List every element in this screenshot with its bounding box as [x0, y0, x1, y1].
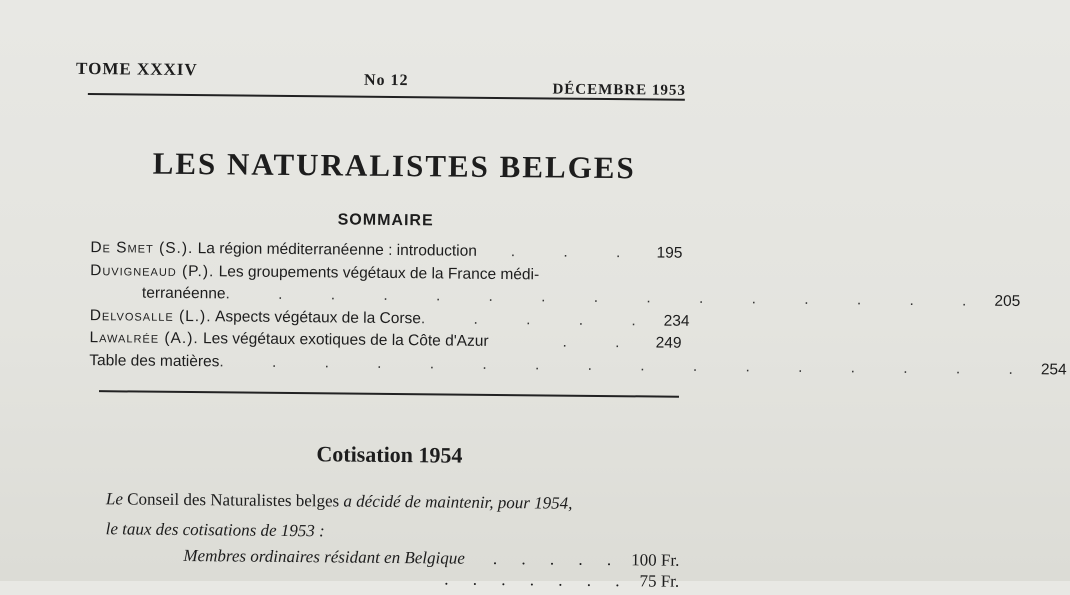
leader-dots: . . . . . [420, 309, 658, 330]
journal-title: LES NATURALISTES BELGES [152, 145, 636, 186]
toc-page: 249 [655, 334, 682, 352]
para-text: Le [105, 489, 128, 509]
toc-title: Table des matières [89, 351, 220, 370]
toc-entry [90, 260, 1021, 311]
toc-title: Les végétaux exotiques de la Côte d'Azur [202, 330, 489, 350]
toc-author: Duvigneaud (P.). [90, 261, 215, 280]
leader-dots: . . [562, 333, 642, 352]
toc-page: 195 [656, 244, 683, 262]
contents-heading: SOMMAIRE [337, 211, 434, 230]
society-name: Conseil des Naturalistes belges [127, 489, 340, 511]
toc-author: Delvosalle (L.). [89, 306, 212, 325]
issue-number: No 12 [363, 71, 409, 90]
toc-title: Aspects végétaux de la Corse [214, 307, 422, 327]
toc-author: Lawalrée (A.). [89, 329, 199, 348]
issue-header [76, 58, 687, 99]
leader-dots: . . . . . . . . . . . . . . . [225, 285, 989, 310]
section-heading: Cotisation 1954 [316, 441, 463, 468]
toc-title: La région méditerranéenne : introduction [197, 240, 477, 260]
fee-label: Membres ordinaires résidant en Belgique [183, 545, 465, 568]
toc-title-continued: terranéenne [141, 284, 226, 303]
toc-page: 234 [663, 312, 690, 330]
toc-author: De Smet (S.). [90, 239, 194, 258]
leader-dots: . . . . . . . [444, 569, 630, 591]
section-rule [99, 390, 679, 398]
fee-amount: 100 Fr. [631, 550, 680, 570]
leader-dots: . . . [510, 243, 643, 262]
leader-dots: . . . . . . . . . . . . . . . . [219, 352, 1035, 378]
para-text: a décidé de maintenir, pour 1954, [339, 491, 573, 513]
announcement-paragraph [106, 484, 697, 550]
toc-title: Les groupements végétaux de la France médi- [218, 262, 540, 283]
table-of-contents [89, 237, 1067, 378]
fee-row [183, 567, 679, 592]
para-text: le taux des cotisations de 1953 : [105, 519, 325, 541]
fee-amount: 75 Fr. [639, 571, 680, 591]
toc-entry [89, 350, 1067, 378]
volume-label: TOME XXXIV [76, 58, 198, 80]
toc-page: 254 [1040, 360, 1067, 378]
toc-page: 205 [994, 292, 1021, 311]
issue-date: DÉCEMBRE 1953 [552, 81, 687, 99]
leader-dots: . . . . . [492, 548, 622, 570]
